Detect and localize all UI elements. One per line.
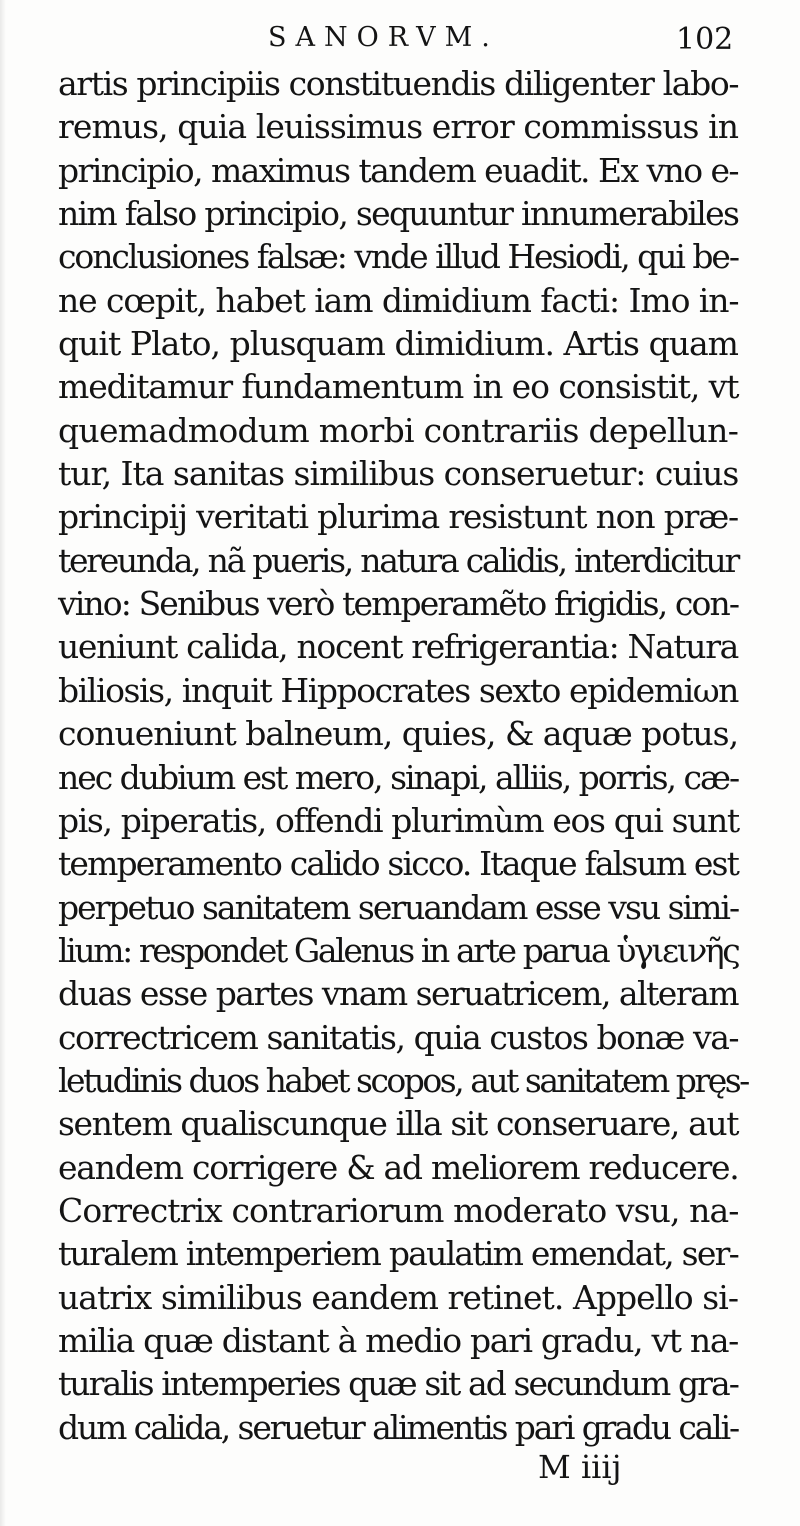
text-line: lium: respondet Galenus in arte parua ὑγιεινῆς xyxy=(58,930,739,970)
text-line: milia quæ distant à medio pari gradu, vt na- xyxy=(58,1320,738,1360)
text-line: conueniunt balneum, quies, & aquæ potus, xyxy=(58,714,739,754)
text-line: sentem qualiscunque illa sit conseruare, aut xyxy=(58,1104,739,1144)
text-line: quit Plato, plusquam dimidium. Artis quam xyxy=(58,324,738,364)
text-line: conclusiones falsæ: vnde illud Hesiodi, qui be- xyxy=(58,237,738,277)
text-line: vino: Senibus verò temperamẽto frigidis, con- xyxy=(58,584,739,624)
text-line: pis, piperatis, offendi plurimùm eos qui sunt xyxy=(58,800,739,840)
text-line: temperamento calido sicco. Itaque falsum est xyxy=(58,844,739,884)
running-head xyxy=(0,18,800,58)
running-title: SANORVM. xyxy=(268,22,499,53)
text-line: principio, maximus tandem euadit. Ex vno e- xyxy=(58,150,738,190)
text-line: tur, Ita sanitas similibus conseruetur: cuius xyxy=(58,454,739,494)
text-line: quemadmodum morbi contrariis depellun- xyxy=(58,410,739,450)
text-line: meditamur fundamentum in eo consistit, vt xyxy=(58,367,739,407)
text-line: principij veritati plurima resistunt non præ- xyxy=(58,497,738,537)
text-line: duas esse partes vnam seruatricem, alteram xyxy=(58,974,738,1014)
text-line: remus, quia leuissimus error commissus in xyxy=(58,107,739,147)
text-line: correctricem sanitatis, quia custos bonæ va- xyxy=(58,1017,739,1057)
page-edge-shadow xyxy=(0,0,6,1526)
text-line: turalem intemperiem paulatim emendat, ser- xyxy=(58,1234,739,1274)
text-line: uatrix similibus eandem retinet. Appello si- xyxy=(58,1277,738,1317)
text-line: ne cœpit, habet iam dimidium facti: Imo in- xyxy=(58,280,739,320)
text-line: biliosis, inquit Hippocrates sexto epidemiωn xyxy=(58,670,738,710)
text-line: artis principiis constituendis diligenter labo- xyxy=(58,64,739,103)
text-line: eandem corrigere & ad meliorem reducere. xyxy=(58,1147,739,1187)
text-line: dum calida, seruetur alimentis pari gradu cali- xyxy=(58,1407,738,1447)
text-line: tereunda, nã pueris, natura calidis, interdicitur xyxy=(58,540,738,580)
body-text xyxy=(58,62,748,1449)
signature-mark: M iiij xyxy=(538,1448,622,1486)
text-line: perpetuo sanitatem seruandam esse vsu simi- xyxy=(58,887,739,927)
text-line: ueniunt calida, nocent refrigerantia: Natura xyxy=(58,627,738,667)
text-line: turalis intemperies quæ sit ad secundum gra- xyxy=(58,1364,739,1404)
page-number: 102 xyxy=(676,22,734,57)
text-line: nec dubium est mero, sinapi, alliis, porris, cæ- xyxy=(58,757,739,797)
text-line: nim falso principio, sequuntur innumerabiles xyxy=(58,194,739,234)
text-line: letudinis duos habet scopos, aut sanitatem pręs- xyxy=(58,1060,748,1100)
text-line: Correctrix contrariorum moderato vsu, na- xyxy=(58,1190,739,1230)
